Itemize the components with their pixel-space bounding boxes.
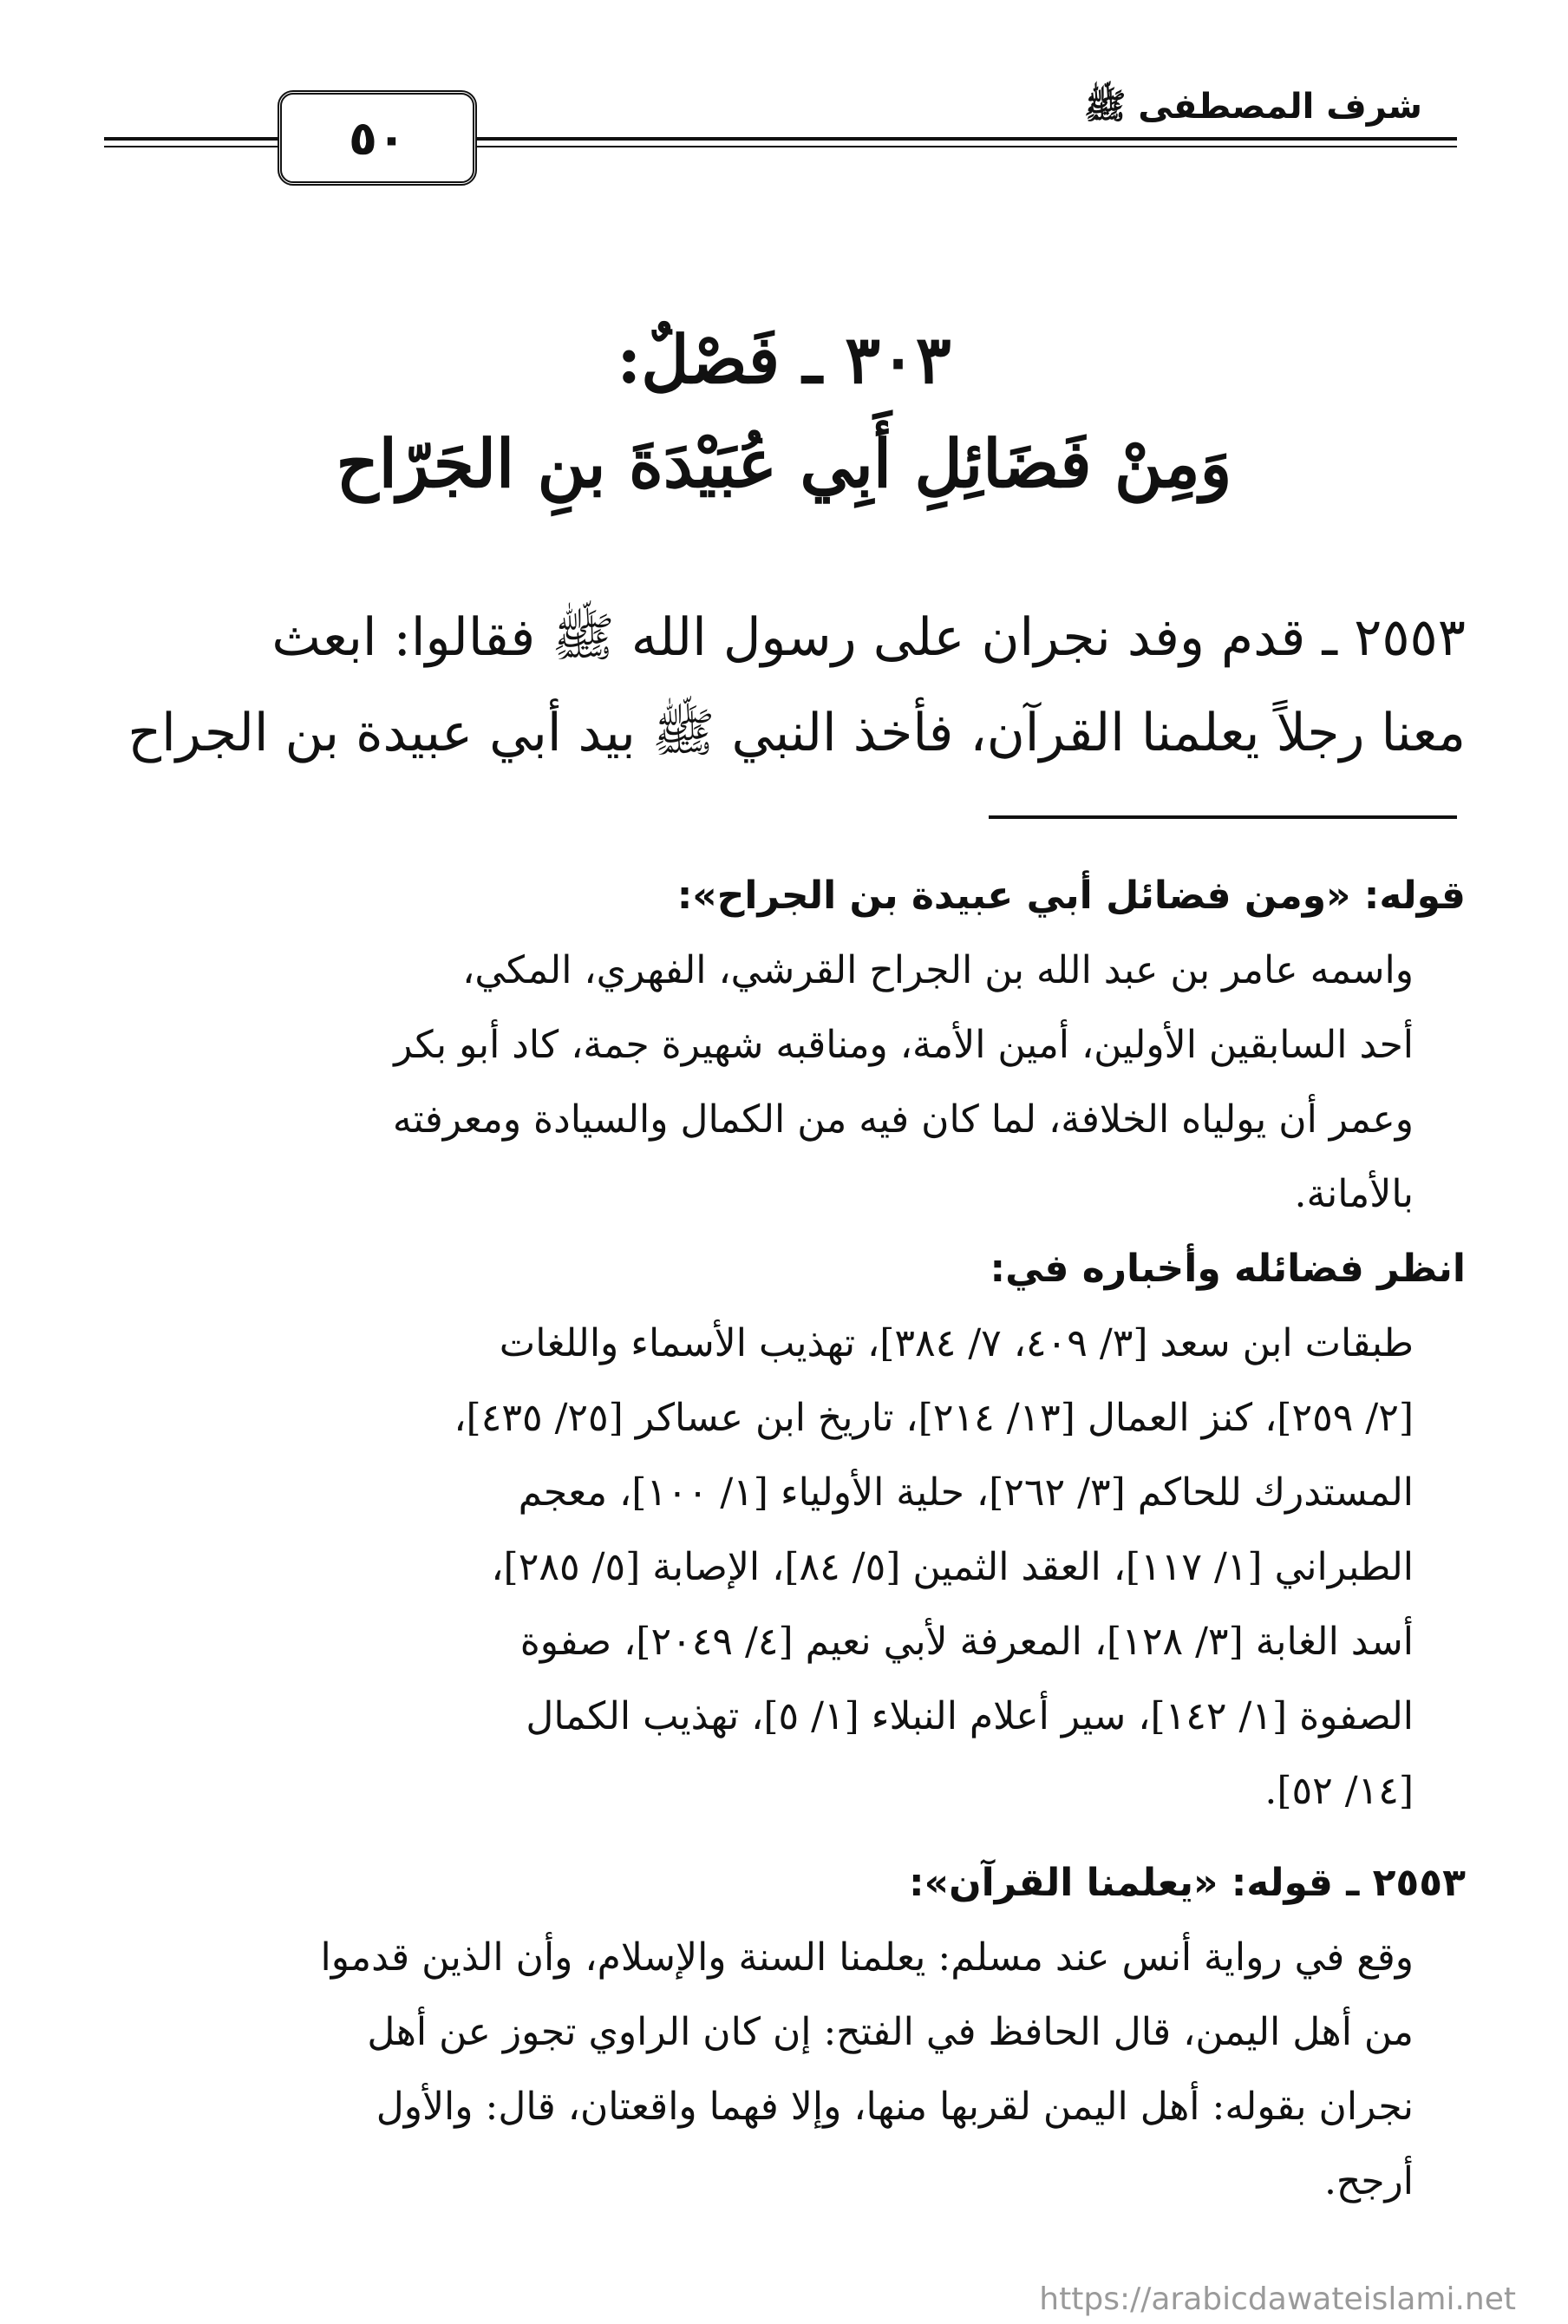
commentary xyxy=(113,859,1466,2219)
note-body xyxy=(113,1921,1466,2219)
note-line: [٢/ ٢٥٩]، كنز العمال [١٣/ ٢١٤]، تاريخ ابن عساكر [٢٥/ ٤٣٥]، xyxy=(454,1396,1414,1440)
page-number: ٥٠ xyxy=(278,90,477,186)
note-body xyxy=(113,1306,1466,1829)
note-2553 xyxy=(113,1846,1466,2219)
note-line: من أهل اليمن، قال الحافظ في الفتح: إن كان الراوي تجوز عن أهل xyxy=(367,2010,1414,2054)
note-line: أحد السابقين الأولين، أمين الأمة، ومناقبه شهيرة جمة، كاد أبو بكر xyxy=(394,1023,1414,1067)
note-heading: انظر فضائله وأخباره في: xyxy=(990,1247,1466,1291)
note-line: الصفوة [١/ ١٤٢]، سير أعلام النبلاء [١/ ٥]، تهذيب الكمال xyxy=(526,1694,1414,1738)
watermark-url: https://arabicdawateislami.net xyxy=(1039,2281,1516,2317)
note-heading: ٢٥٥٣ ـ قوله: «يعلمنا القرآن»: xyxy=(909,1861,1466,1905)
section-subtitle: وَمِنْ فَضَائِلِ أَبِي عُبَيْدَةَ بنِ الجَرّاح xyxy=(336,425,1232,502)
note-heading: قوله: «ومن فضائل أبي عبيدة بن الجراح»: xyxy=(676,874,1466,918)
section-title: ٣٠٣ ـ فَصْلٌ: xyxy=(617,321,951,398)
note-ubayda xyxy=(113,859,1466,1232)
note-line: بالأمانة. xyxy=(1294,1172,1414,1216)
hadith-line: ٢٥٥٣ ـ قدم وفد نجران على رسول الله ﷺ فقالوا: ابعث xyxy=(271,607,1466,668)
running-header xyxy=(104,83,1457,179)
note-references xyxy=(113,1232,1466,1829)
note-line: طبقات ابن سعد [٣/ ٤٠٩، ٧/ ٣٨٤]، تهذيب الأسماء واللغات xyxy=(499,1321,1414,1365)
footnote-separator xyxy=(989,815,1457,819)
note-line: وقع في رواية أنس عند مسلم: يعلمنا السنة والإسلام، وأن الذين قدموا xyxy=(320,1935,1414,1980)
note-line: أسد الغابة [٣/ ١٢٨]، المعرفة لأبي نعيم [٤/ ٢٠٤٩]، صفوة xyxy=(519,1620,1414,1664)
hadith-text xyxy=(113,590,1466,781)
book-title: شرف المصطفى ﷺ xyxy=(1075,85,1422,135)
hadith-line: معنا رجلاً يعلمنا القرآن، فأخذ النبي ﷺ بيد أبي عبيدة بن الجراح xyxy=(127,703,1466,763)
note-body xyxy=(113,933,1466,1232)
note-line: واسمه عامر بن عبد الله بن الجراح القرشي، الفهري، المكي، xyxy=(462,948,1414,992)
note-line: الطبراني [١/ ١١٧]، العقد الثمين [٥/ ٨٤]، الإصابة [٥/ ٢٨٥]، xyxy=(491,1545,1414,1589)
note-line: أرجح. xyxy=(1323,2159,1414,2203)
note-line: المستدرك للحاكم [٣/ ٢٦٢]، حلية الأولياء [١/ ١٠٠]، معجم xyxy=(518,1470,1414,1515)
note-line: [١٤/ ٥٢]. xyxy=(1264,1769,1414,1813)
note-line: وعمر أن يولياه الخلافة، لما كان فيه من الكمال والسيادة ومعرفته xyxy=(392,1097,1414,1142)
note-line: نجران بقوله: أهل اليمن لقربها منها، وإلا فهما واقعتان، قال: والأول xyxy=(376,2085,1414,2129)
